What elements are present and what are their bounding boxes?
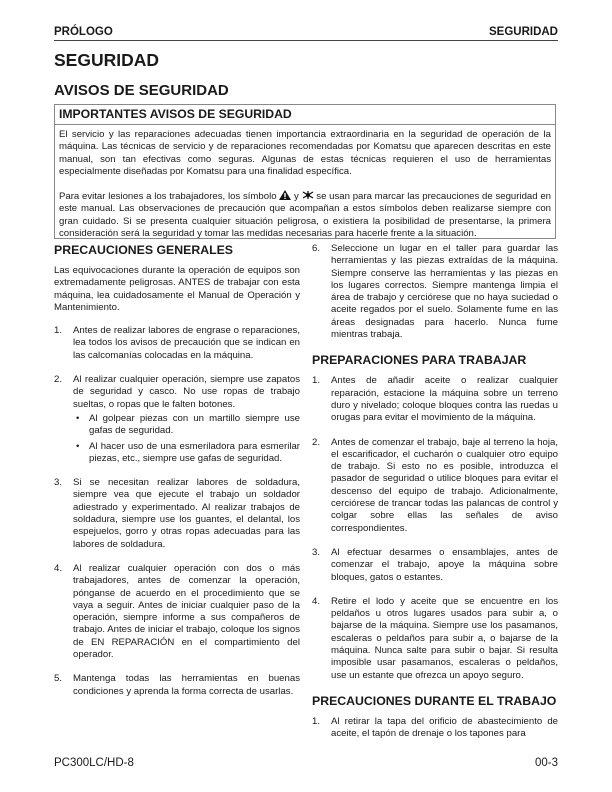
safety-notice-box [54, 104, 556, 239]
general-list [54, 325, 300, 698]
list-item: 3. Al efectuar desarmes o ensamblajes, antes de comenzar el trabajo, apoye la máquina sobre bloques, gatos o estantes. [312, 546, 558, 583]
preparations-list [312, 375, 558, 682]
during-work-title: PRECAUCIONES DURANTE EL TRABAJO [312, 693, 557, 708]
preparations-title: PREPARACIONES PARA TRABAJAR [312, 353, 527, 368]
footer-page-number: 00-3 [534, 757, 558, 769]
page-title: SEGURIDAD [54, 50, 160, 70]
list-item: 2. Al realizar cualquier operación, siempre use zapatos de seguridad y casco. No use ropas de trabajo sueltas, o ropas que le falten botones. • Al golpear piezas con un martillo siempre use gafas de seguridad. • Al hacer uso de una esmeriladora para esmerilar piezas, etc., siempre use gafas de seguridad. [54, 374, 300, 464]
list-item: 1. Al retirar la tapa del orificio de abastecimiento de aceite, el tapón de drenaje o los tapones para [312, 715, 558, 740]
notice-paragraph-2: Para evitar lesiones a los trabajadores, los símbolo y se usan para marcar las precauciones de seguridad en este manual. Las observaciones de precaución que acompañan a estos símbolos deben realizarse siempre con gran cuidado. Si se presenta cualquier situación peligrosa, o existiera la posibilidad de presentarse, la primera consideración será la seguridad y tomar las medidas necesarias para hacerle frente a la situación. [59, 191, 551, 240]
bullet-list [73, 413, 300, 465]
section-title: AVISOS DE SEGURIDAD [54, 82, 229, 99]
general-list-continued [312, 243, 558, 341]
right-column [312, 243, 558, 753]
bullet-item: • Al golpear piezas con un martillo siempre use gafas de seguridad. [76, 412, 300, 437]
list-item: 4. Retire el lodo y aceite que se encuentre en los peldaños u otros lugares usados para subir a, o bajarse de la máquina. Siempre use los pasamanos, escaleras o peldaños para subir a, o bajarse de la máquina. Nunca salte para subir o bajar. Si resulta imposible usar pasamanos, escaleras o peldaños, use un estante que ofrezca un apoyo seguro. [312, 595, 558, 681]
footer-model: PC300LC/HD-8 [54, 757, 134, 769]
notice-title: IMPORTANTES AVISOS DE SEGURIDAD [55, 105, 555, 125]
notice-body [55, 125, 555, 240]
list-item: 1. Antes de realizar labores de engrase o reparaciones, lea todos los avisos de precaución que se indican en las calcomanías colocadas en la máquina. [54, 325, 300, 361]
list-item: 1. Antes de añadir aceite o realizar cualquier reparación, estacione la máquina sobre un terreno duro y nivelado; coloque bloques contra las ruedas u orugas para evitar el movimiento de la máquina. [312, 375, 558, 424]
general-precautions-title: PRECAUCIONES GENERALES [54, 243, 234, 257]
list-item: 2. Antes de comenzar el trabajo, baje al terreno la hoja, el escarificador, el cucharón o cualquier otro equipo de trabajo. Si esto no es posible, introduzca el pasador de seguridad o utilice bloques para evitar el descenso del equipo de trabajo. Adicionalmente, cerciórese de trancar todas las palancas de control y colgar sobre ellas las señales de aviso correspondientes. [312, 436, 558, 534]
bullet-icon: • [76, 440, 80, 452]
header-chapter: PRÓLOGO [54, 26, 113, 38]
bullet-item: • Al hacer uso de una esmeriladora para esmerilar piezas, etc., siempre use gafas de seguridad. [76, 440, 300, 464]
left-column [54, 243, 300, 710]
page-footer [54, 757, 558, 769]
header-section: SEGURIDAD [488, 26, 558, 38]
during-work-list [312, 716, 558, 741]
list-item: 4. Al realizar cualquier operación con dos o más trabajadores, antes de comenzar la operación, pónganse de acuerdo en el procedimiento que se vaya a seguir. Antes de iniciar cualquier paso de la operación, siempre informe a sus compañeros de trabajo. Antes de iniciar el trabajo, coloque los signos de EN REPARACIÓN en el compartimiento del operador. [54, 562, 300, 661]
list-item: 6. Seleccione un lugar en el taller para guardar las herramientas y las piezas extraídas de la máquina. Siempre conserve las herramientas y las piezas en los lugares correctos. Siempre mantenga limpia el área de trabajo y cerciórese que no haya suciedad o aceite regados por el suelo. Solamente fume en las áreas designadas para hacerlo. Nunca fume mientras trabaja. [312, 243, 558, 341]
notice-paragraph-1: El servicio y las reparaciones adecuadas tienen importancia extraordinaria en la seguridad de operación de la máquina. Las técnicas de servicio y de reparaciones recomendadas por Komatsu que aparecen descritas en este manual, son tan efectivas como seguras. Algunas de estas técnicas requieren el uso de herramientas especialmente diseñadas por Komatsu para una finalidad específica. [59, 129, 551, 177]
list-item: 3. Si se necesitan realizar labores de soldadura, siempre vea que ejecute el trabajo un soldador adiestrado y experimentado. Al realizar trabajos de soldadura, siempre use los guantes, el delantal, los espejuelos, gorro y otras ropas adecuadas para las labores de soldadura. [54, 477, 300, 550]
list-item: 5. Mantenga todas las herramientas en buenas condiciones y aprenda la forma correcta de usarlas. [54, 673, 300, 697]
running-header [54, 26, 558, 41]
warning-triangle-icon [279, 190, 291, 200]
bullet-icon: • [76, 412, 80, 424]
general-intro: Las equivocaciones durante la operación de equipos son extremadamente peligrosas. ANTES de trabajar con esta máquina, lea cuidadosamente el Manual de Operación y Mantenimiento. [54, 265, 300, 313]
hazard-burst-icon [302, 190, 314, 200]
